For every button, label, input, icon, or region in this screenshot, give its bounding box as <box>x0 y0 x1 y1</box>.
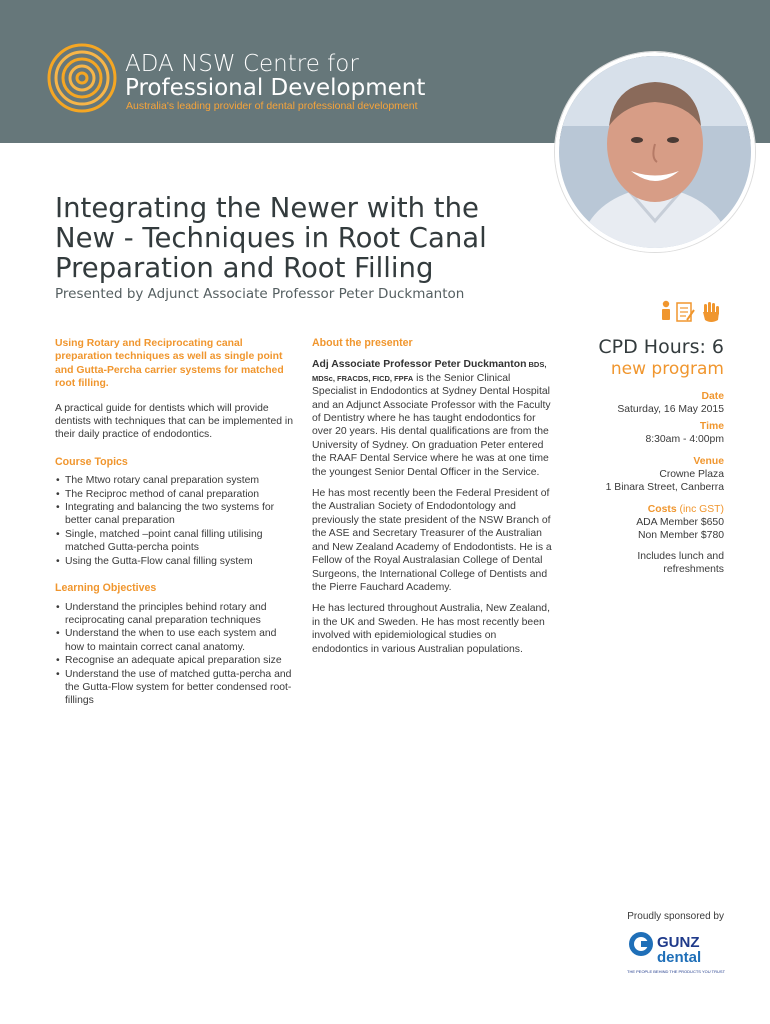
venue-address: 1 Binara Street, Canberra <box>605 482 724 493</box>
list-item: • Understand the principles behind rotary and reciprocating canal preparation techniques <box>65 601 298 628</box>
course-topics-list <box>55 474 298 568</box>
cpd-hours: CPD Hours: 6 <box>598 336 724 358</box>
costs-note: (inc GST) <box>676 504 724 515</box>
course-description-column <box>55 337 298 716</box>
time-label: Time <box>699 421 724 432</box>
presenter-credentials: BDS, MDSc, FRACDS, FICD, FPFA <box>312 360 547 383</box>
presenter-heading: About the presenter <box>312 337 413 349</box>
course-format-icons <box>660 300 740 324</box>
date-label: Date <box>701 391 724 402</box>
list-item: • Single, matched –point canal filling utilising matched Gutta-percha points <box>65 528 298 555</box>
learning-objectives-heading: Learning Objectives <box>55 582 157 595</box>
list-item: • The Mtwo rotary canal preparation system <box>65 474 298 487</box>
hand-icon <box>703 302 719 322</box>
list-item: • Understand the when to use each system and how to maintain correct canal anatomy. <box>65 627 298 654</box>
presenter-photo <box>555 52 755 252</box>
org-name-line2: Professional Development <box>125 75 426 101</box>
list-item: • Using the Gutta-Flow canal filling system <box>65 555 298 568</box>
event-date: Saturday, 16 May 2015 <box>617 404 724 415</box>
course-summary: Using Rotary and Reciprocating canal preparation techniques as well as single point and Gutta-Percha carrier systems for matched root filling. <box>55 338 284 390</box>
event-time: 8:30am - 4:00pm <box>645 434 724 445</box>
presenter-bio-paragraph: He has most recently been the Federal President of the Australian Society of Endodontology and previously the state president of the NSW Branch of the ASE and Secretary Treasurer of the Australian and New Zealand Academy of Endodontists. He is a Fellow of the Royal Australasian College of Dental Surgeons, the International College of Dentists and the Pierre Fauchard Academy. <box>312 488 552 593</box>
brand-bottom: dental <box>657 949 702 966</box>
costs-label <box>534 503 724 516</box>
page-title <box>55 193 575 283</box>
title-line: Preparation and Root Filling <box>55 252 434 284</box>
venue-label: Venue <box>693 456 724 467</box>
document-icon <box>677 303 694 321</box>
nonmember-cost: Non Member $780 <box>637 530 724 541</box>
list-item: • Recognise an adequate apical preparation size <box>65 654 298 667</box>
org-tagline: Australia's leading provider of dental professional development <box>126 100 418 112</box>
includes-line: Includes lunch and <box>637 551 724 562</box>
learning-objectives-list <box>55 601 298 708</box>
presenter-column <box>312 337 552 664</box>
presented-by: Presented by Adjunct Associate Professor Peter Duckmanton <box>55 286 465 302</box>
org-name-line1: ADA NSW Centre for <box>125 51 359 77</box>
presenter-name: Adj Associate Professor Peter Duckmanton <box>312 359 527 371</box>
course-description: A practical guide for dentists which will provide dentists with techniques that can be implemented in their daily practice of endodontics. <box>55 402 293 441</box>
costs-heading: Costs <box>647 504 677 515</box>
includes-line: refreshments <box>663 564 724 575</box>
list-item: • The Reciproc method of canal preparation <box>65 488 298 501</box>
gunz-dental-logo <box>627 928 727 978</box>
program-badge: new program <box>610 359 724 379</box>
presenter-bio-paragraph: He has lectured throughout Australia, New Zealand, in the UK and Sweden. He has most recently been involved with epidemiological studies on endodontics in various Australian populations. <box>312 603 550 655</box>
sponsor-label: Proudly sponsored by <box>627 911 724 922</box>
venue-name: Crowne Plaza <box>659 469 724 480</box>
logo-icon <box>46 42 118 114</box>
event-details <box>534 336 724 576</box>
person-icon <box>662 301 670 320</box>
brand-tagline: THE PEOPLE BEHIND THE PRODUCTS YOU TRUST <box>627 969 726 974</box>
presenter-bio <box>312 358 552 479</box>
presenter-bio-text: is the Senior Clinical Specialist in Endodontics at Sydney Dental Hospital and an Adjunct Associate Professor with the Faculty of Dentistry where he has taught endodontics for over 20 years. His dental qualifications are from the University of Sydney. On graduation Peter entered the RAAF Dental Service where he was at one time the youngest Senior Dental Officer in the Service. <box>312 372 551 478</box>
member-cost: ADA Member $650 <box>636 517 724 528</box>
course-topics-heading: Course Topics <box>55 455 128 468</box>
brand-top: GUNZ <box>657 934 700 951</box>
title-line: New - Techniques in Root Canal <box>55 222 487 254</box>
list-item: • Integrating and balancing the two systems for better canal preparation <box>65 501 298 528</box>
title-line: Integrating the Newer with the <box>55 192 479 224</box>
list-item: • Understand the use of matched gutta-percha and the Gutta-Flow system for better condensed root-fillings <box>65 668 298 708</box>
